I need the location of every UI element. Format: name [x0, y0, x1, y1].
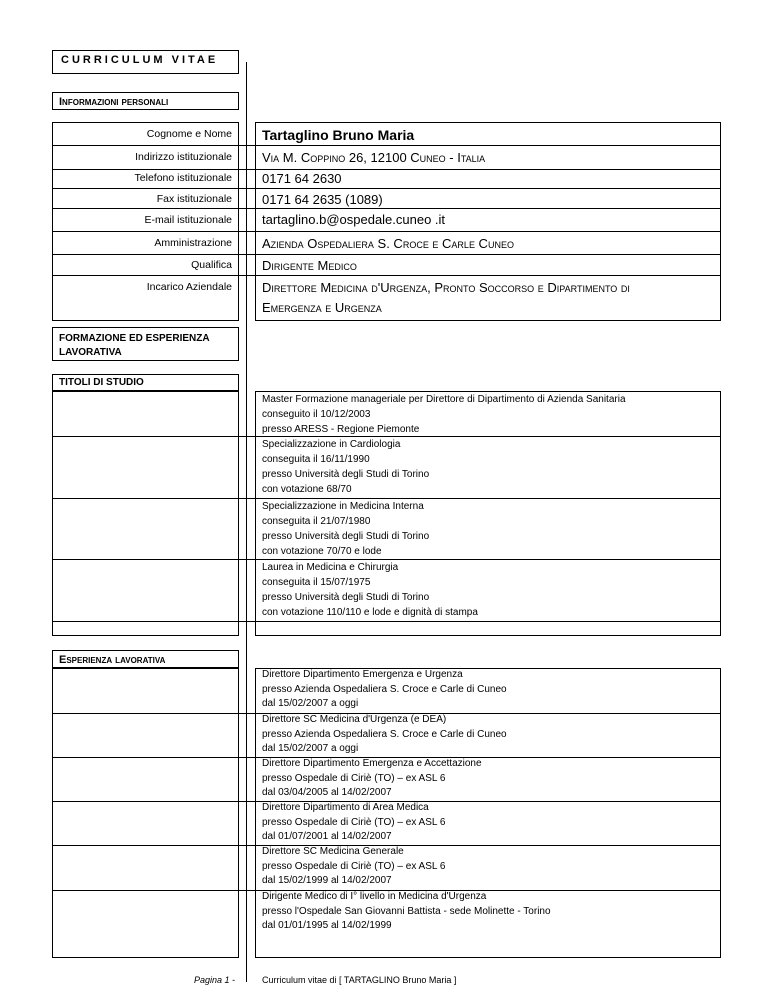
esperienza-entry: Direttore SC Medicina d'Urgenza (e DEA) presso Azienda Ospedaliera S. Croce e Carle di Cuneo dal 15/02/2007 a oggi: [262, 714, 507, 754]
row-divider: [52, 621, 721, 622]
label-assignment: Incarico Aziendale: [146, 281, 232, 293]
titoli-heading: TITOLI DI STUDIO: [59, 377, 144, 388]
titolo-entry: Laurea in Medicina e Chirurgia conseguita il 15/07/1975 presso Università degli Studi di Torino con votazione 110/110 e lode e dignità di stampa: [262, 562, 478, 618]
row-divider: [52, 188, 721, 189]
value-phone: 0171 64 2630: [262, 171, 342, 186]
titoli-heading-box: [52, 374, 239, 391]
esperienza-entry: Direttore SC Medicina Generale presso Ospedale di Ciriè (TO) – ex ASL 6 dal 15/02/1999 al 14/02/2007: [262, 846, 446, 886]
esperienza-entry: Direttore Dipartimento Emergenza e Urgenza presso Azienda Ospedaliera S. Croce e Carle di Cuneo dal 15/02/2007 a oggi: [262, 669, 507, 709]
footer-cv-of: Curriculum vitae di [ TARTAGLINO Bruno Maria ]: [262, 975, 457, 985]
personal-heading: Informazioni personali: [59, 96, 169, 108]
value-assignment-cont: Emergenza e Urgenza: [262, 300, 382, 315]
label-email: E-mail istituzionale: [144, 214, 232, 226]
formazione-heading-line1: FORMAZIONE ED ESPERIENZA: [59, 333, 210, 344]
value-administration: Azienda Ospedaliera S. Croce e Carle Cuneo: [262, 236, 514, 251]
value-address: Via M. Coppino 26, 12100 Cuneo - Italia: [262, 150, 486, 165]
row-divider: [52, 145, 721, 146]
row-divider: [52, 208, 721, 209]
row-divider: [52, 254, 721, 255]
page-divider: [246, 62, 247, 982]
value-fax: 0171 64 2635 (1089): [262, 192, 383, 207]
cv-title-box: [52, 50, 239, 74]
titolo-entry: Specializzazione in Medicina Interna conseguita il 21/07/1980 presso Università degli Studi di Torino con votazione 70/70 e lode: [262, 501, 430, 557]
row-divider: [52, 275, 721, 276]
esperienza-entry: Dirigente Medico di I° livello in Medicina d'Urgenza presso l'Ospedale San Giovanni Battista - sede Molinette - Torino dal 01/01/1995 al 14/02/1999: [262, 891, 551, 931]
row-divider: [52, 231, 721, 232]
cv-title: CURRICULUM VITAE: [61, 54, 219, 66]
esperienza-heading-box: [52, 650, 239, 668]
label-administration: Amministrazione: [154, 237, 232, 249]
personal-heading-box: [52, 92, 239, 110]
titoli-table-left: [52, 391, 239, 636]
esperienza-entry: Direttore Dipartimento Emergenza e Accettazione presso Ospedale di Ciriè (TO) – ex ASL 6 dal 03/04/2005 al 14/02/2007: [262, 758, 482, 798]
esperienza-entry: Direttore Dipartimento di Area Medica presso Ospedale di Ciriè (TO) – ex ASL 6 dal 01/07/2001 al 14/02/2007: [262, 802, 446, 842]
label-phone: Telefono istituzionale: [134, 172, 232, 184]
label-qualification: Qualifica: [191, 259, 232, 271]
value-qualification: Dirigente Medico: [262, 258, 357, 273]
label-name: Cognome e Nome: [146, 128, 232, 140]
row-divider: [52, 169, 721, 170]
titolo-entry: Specializzazione in Cardiologia conseguita il 16/11/1990 presso Università degli Studi di Torino con votazione 68/70: [262, 439, 430, 495]
formazione-heading-box: [52, 327, 239, 361]
value-assignment: Direttore Medicina d'Urgenza, Pronto Soccorso e Dipartimento di: [262, 280, 630, 295]
esperienza-table-left: [52, 668, 239, 958]
label-address: Indirizzo istituzionale: [135, 151, 232, 163]
page-number: Pagina 1 -: [194, 975, 236, 985]
titolo-entry: Master Formazione manageriale per Direttore di Dipartimento di Azienda Sanitaria conseguito il 10/12/2003 presso ARESS - Regione Piemonte: [262, 394, 626, 435]
value-name: Tartaglino Bruno Maria: [262, 127, 415, 143]
esperienza-heading: Esperienza lavorativa: [59, 654, 166, 666]
value-email[interactable]: tartaglino.b@ospedale.cuneo .it: [262, 212, 446, 227]
formazione-heading-line2: LAVORATIVA: [59, 347, 122, 358]
label-fax: Fax istituzionale: [156, 193, 232, 205]
